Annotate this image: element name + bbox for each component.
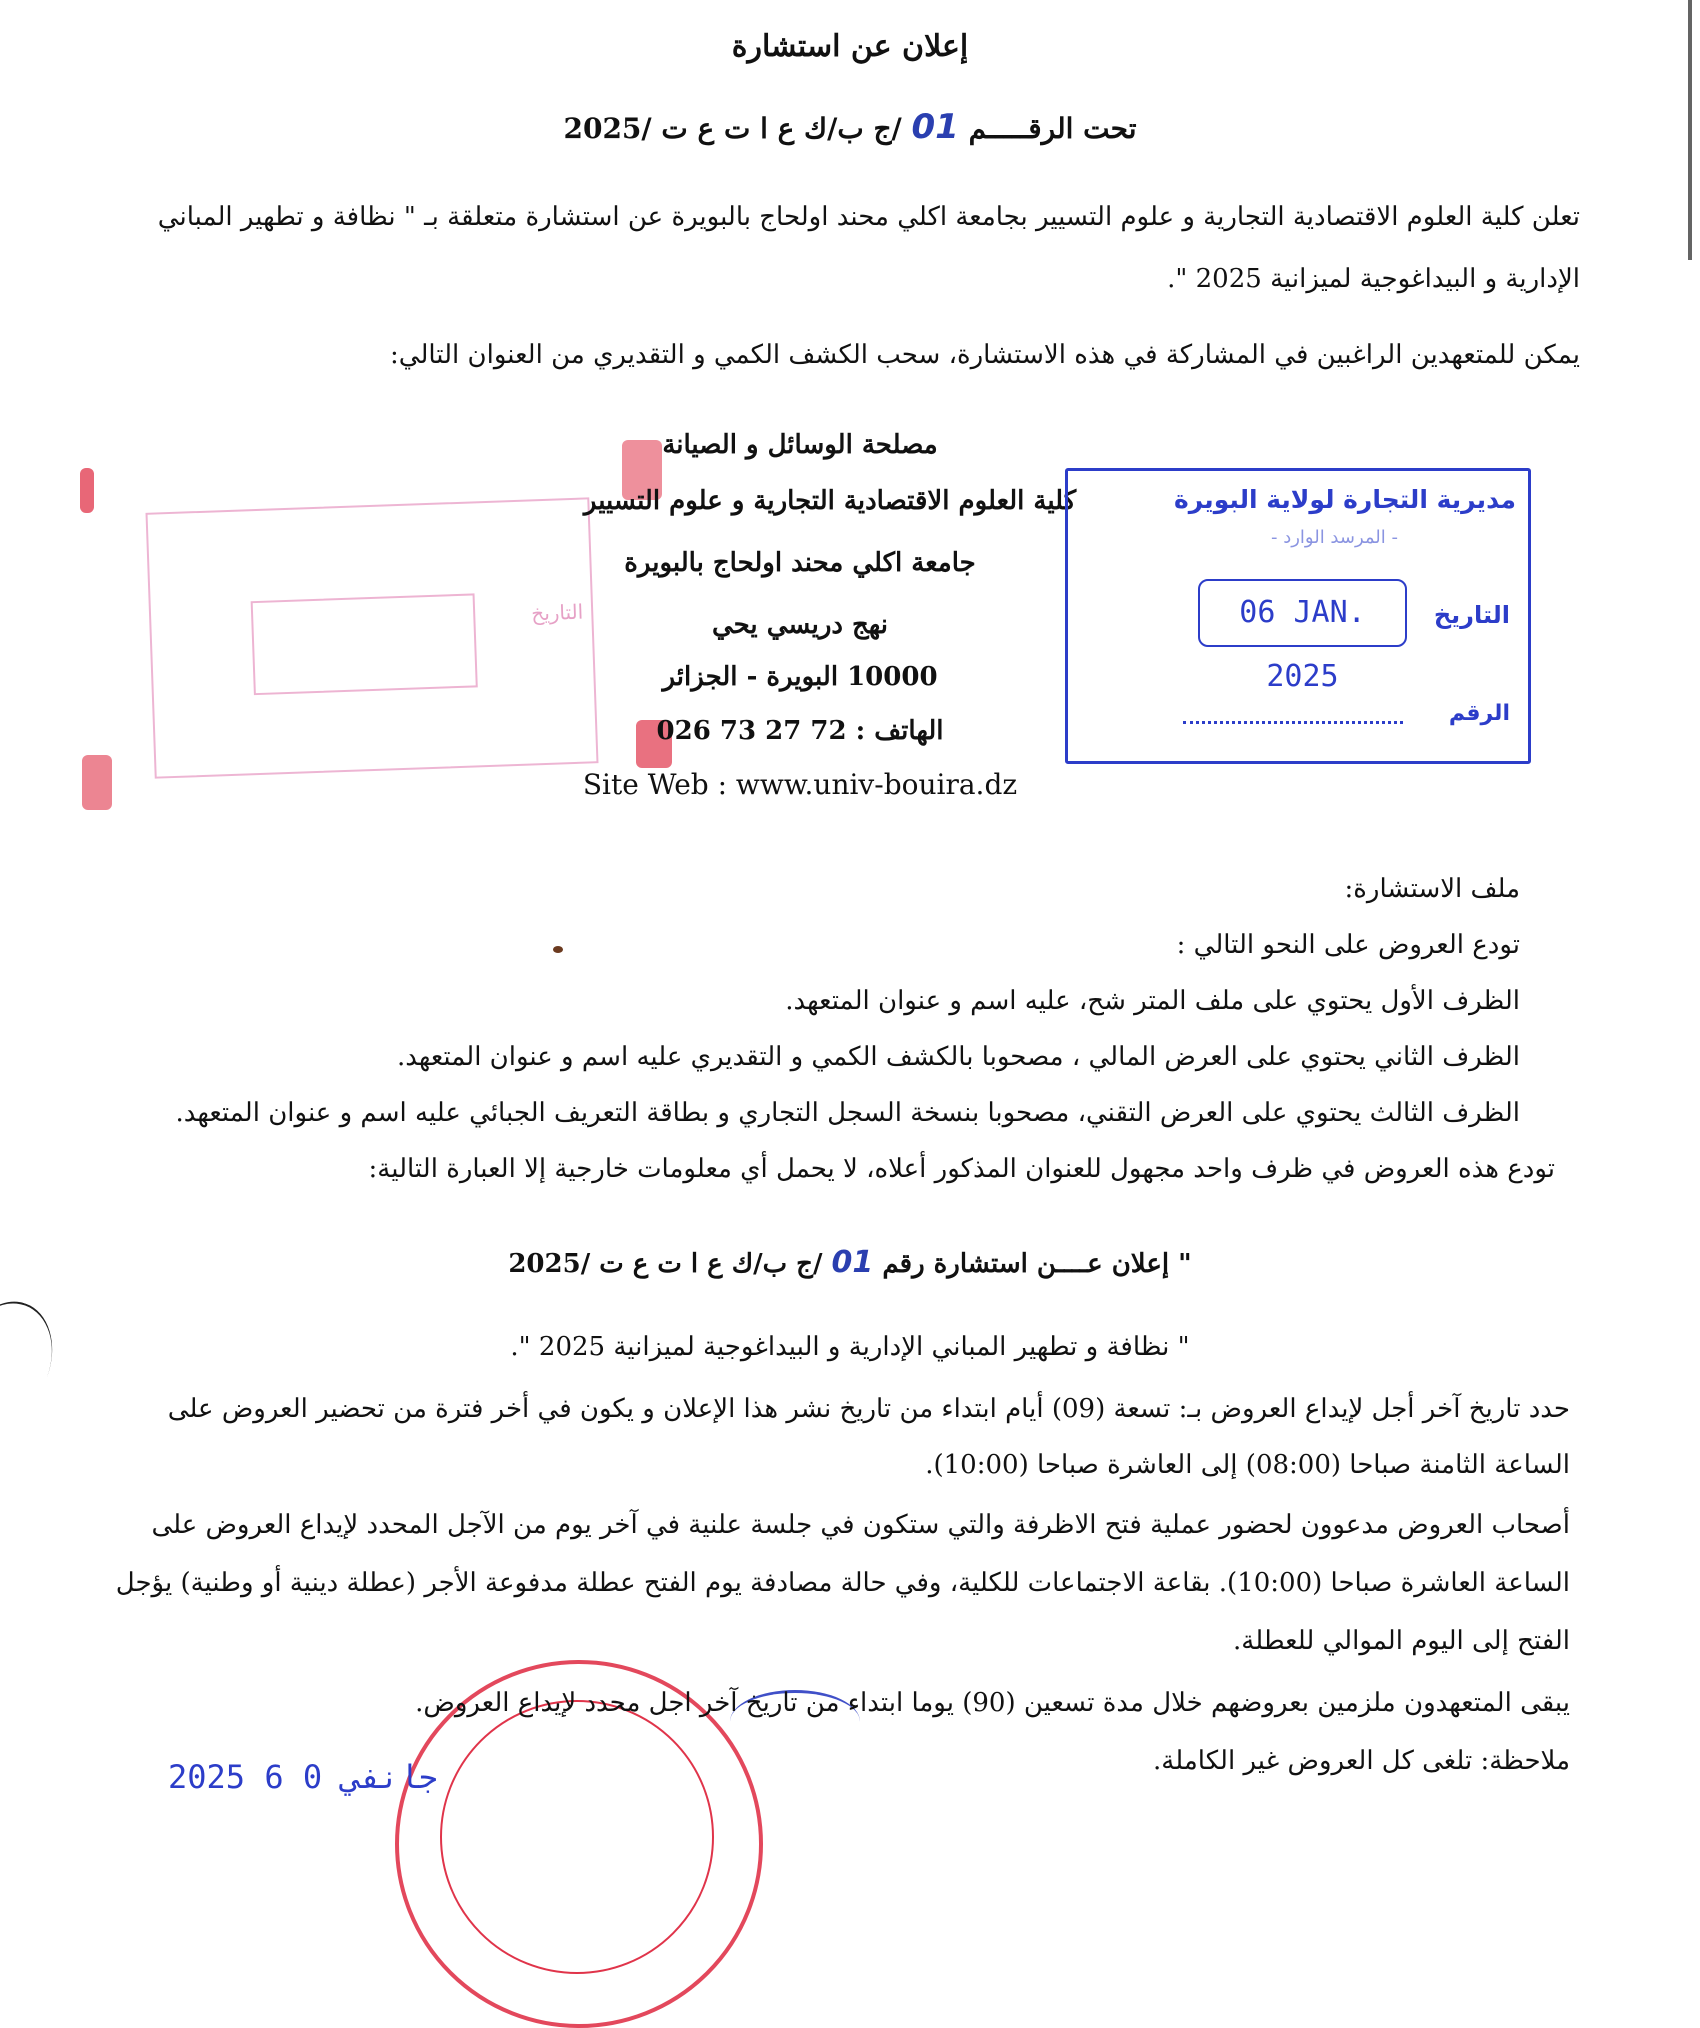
faded-pink-stamp: [145, 497, 598, 778]
address-faculty: كلية العلوم الاقتصادية التجارية و علوم التسيير: [583, 486, 1077, 516]
envelope-2-text: الظرف الثاني يحتوي على العرض المالي ، مصحوبا بالكشف الكمي و التقديري عليه اسم و عنوان المتعهد.: [396, 1042, 1520, 1072]
red-smudge: [82, 755, 112, 810]
envelope-subject: " نظافة و تطهير المباني الإدارية و البيداغوجية لميزانية 2025 ".: [510, 1332, 1190, 1362]
intro-line-2: الإدارية و البيداغوجية لميزانية 2025 ".: [1167, 264, 1580, 294]
validity-text: يبقى المتعهدون ملزمين بعروضهم خلال مدة تسعين (90) يوما ابتداء من تاريخ آخر اجل محدد لإيداع العروض.: [415, 1688, 1570, 1718]
envelope-3-text: الظرف الثالث يحتوي على العرض التقني، مصحوبا بنسخة السجل التجاري و بطاقة التعريف الجبائي عليه اسم و عنوان المتعهد.: [175, 1098, 1520, 1128]
address-city: 10000 البويرة - الجزائر: [662, 662, 938, 692]
address-street: نهج دريسي يحي: [711, 610, 889, 640]
stamp-number-dots: [1183, 699, 1403, 724]
stamp-number-label: الرقم: [1448, 701, 1510, 726]
deadline-line-2: الساعة الثامنة صباحا (08:00) إلى العاشرة صباحا (10:00).: [925, 1450, 1570, 1480]
envelope-number-handwritten: 01: [831, 1245, 874, 1280]
address-university: جامعة اكلي محند اولحاج بالبويرة: [624, 548, 976, 578]
reference-line: [0, 107, 1700, 147]
faded-stamp-date-box: [251, 593, 478, 695]
note-text: ملاحظة: تلغى كل العروض غير الكاملة.: [1153, 1746, 1570, 1776]
ink-dot: [553, 946, 563, 953]
announcement-heading: إعلان عن استشارة: [731, 29, 969, 64]
university-seal-inner-ring: [440, 1700, 714, 1974]
intro-line-1: تعلن كلية العلوم الاقتصادية التجارية و علوم التسيير بجامعة اكلي محند اولحاج بالبويرة عن استشارة متعلقة بـ " نظافة و تطهير المباني: [157, 202, 1580, 232]
commerce-directorate-stamp: [1065, 468, 1531, 764]
red-smudge: [80, 468, 94, 513]
envelope-suffix: /ج ب/ك ع ا ت ع ت /2025: [508, 1249, 823, 1279]
opening-line-2: الساعة العاشرة صباحا (10:00). بقاعة الاجتماعات للكلية، وفي حالة مصادفة يوم الفتح عطلة مدفوعة الأجر (عطلة دينية أو وطنية) يؤجل: [115, 1568, 1570, 1598]
reference-number-handwritten: 01: [911, 107, 959, 147]
envelope-1-text: الظرف الأول يحتوي على ملف المتر شح، عليه اسم و عنوان المتعهد.: [785, 986, 1520, 1016]
opening-line-3: الفتح إلى اليوم الموالي للعطلة.: [1233, 1626, 1570, 1656]
bottom-date-stamp: 2025 جانفي 0 6: [168, 1758, 438, 1796]
file-title: ملف الاستشارة:: [1344, 874, 1520, 904]
reference-prefix: تحت الرقـــــم: [968, 112, 1137, 145]
stamp-date-label: التاريخ: [1433, 601, 1510, 629]
address-service: مصلحة الوسائل و الصيانة: [662, 430, 938, 460]
withdraw-text: يمكن للمتعهدين الراغبين في المشاركة في هذه الاستشارة، سحب الكشف الكمي و التقديري من العنوان التالي:: [390, 340, 1580, 370]
stamp-subtitle: - المرسد الوارد -: [1270, 527, 1398, 548]
address-website: Site Web : www.univ-bouira.dz: [582, 768, 1018, 801]
address-phone: الهاتف : 72 27 73 026: [656, 716, 944, 746]
reference-suffix: /ج ب/ك ع ا ت ع ت /2025: [563, 112, 902, 145]
single-envelope-text: تودع هذه العروض في ظرف واحد مجهول للعنوان المذكور أعلاه، لا يحمل أي معلومات خارجية إلا العبارة التالية:: [368, 1154, 1555, 1184]
stamp-title: مديرية التجارة لولاية البويرة: [1174, 485, 1516, 514]
stamp-date: 06 JAN. 2025: [1198, 579, 1407, 647]
envelope-inscription: [0, 1246, 1700, 1281]
envelope-prefix: " إعلان عــــن استشارة رقم: [882, 1249, 1192, 1279]
file-line-1: تودع العروض على النحو التالي :: [1176, 930, 1520, 960]
deadline-line-1: حدد تاريخ آخر أجل لإيداع العروض بـ: تسعة (09) أيام ابتداء من تاريخ نشر هذا الإعلان و يكون في أخر فترة من تحضير العروض على: [167, 1394, 1570, 1424]
faded-stamp-date-label: التاريخ: [530, 599, 584, 626]
opening-line-1: أصحاب العروض مدعوون لحضور عملية فتح الاظرفة والتي ستكون في جلسة علنية في آخر يوم من الآجل المحدد لإيداع العروض على: [151, 1510, 1570, 1540]
